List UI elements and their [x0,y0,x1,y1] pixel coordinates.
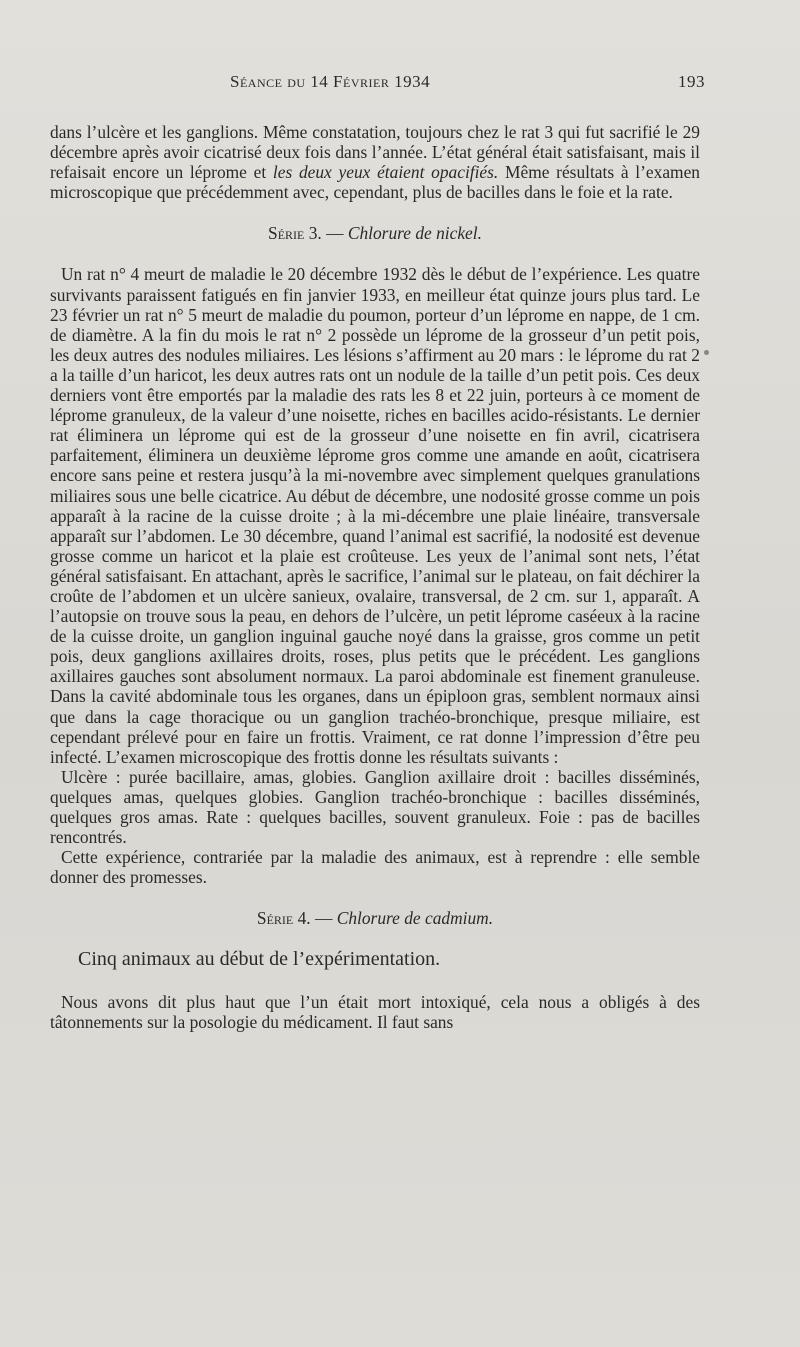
series-4-label: Série 4. [256,908,311,929]
section-heading: Cinq animaux au début de l’expérimentation. [78,948,441,971]
page-number: 193 [678,72,705,91]
paragraph-series-4: Nous avons dit plus haut que l’un était mort intoxiqué, cela nous a obligés à des tâtonnements sur la posologie du médicament. Il faut sans [50,991,700,1032]
header-title: Séance du 14 Février 1934 [230,72,431,91]
paragraph-conclusion: Cette expérience, contrariée par la maladie des animaux, est à reprendre : elle semble donner des promesses. [50,847,700,888]
italic-phrase: les deux yeux étaient opacifiés. [272,162,499,183]
paragraph-series-3: Un rat n° 4 meurt de maladie le 20 décembre 1932 dès le début de l’expérience. Les quatre survivants paraissent fatigués en fin janvier 1933, en meilleur état quinze jours plus tard. Le 23 février un rat n° 5 meurt de maladie du poumon, porteur d’un léprome en nappe, de 1 cm. de diamètre. A la fin du mois le rat n° 2 possède un léprome de la grosseur d’un petit pois, les deux autres des nodules miliaires. Les lésions s’affirment au 20 mars : le léprome du rat 2 a la taille d’un haricot, les deux autres rats ont un nodule de la taille d’un petit pois. Ces deux derniers vont être emportés par la maladie des rats les 8 et 22 juin, porteurs à ce moment de léprome granuleux, de la valeur d’une noisette, riches en bacilles acido-résistants. Le dernier rat éliminera un léprome qui est de la grosseur d’une noisette en fin avril, cicatrisera parfaitement, éliminera un deuxième léprome gros comme une amande en août, cicatrisera encore sans peine et restera jusqu’à la mi-novembre avec simplement quelques granulations miliaires sous une belle cicatrice. Au début de décembre, une nodosité grosse comme un pois apparaît à la racine de la cuisse droite ; à la mi-décembre une plaie linéaire, transversale apparaît sur l’abdomen. Le 30 décembre, quand l’animal est sacrifié, la nodosité est devenue grosse comme un haricot et la plaie est croûteuse. Les yeux de l’animal sont nets, l’état général satisfaisant. En attachant, après le sacrifice, l’animal sur le plateau, on fait déchirer la croûte de l’abdomen et un ulcère sanieux, ovalaire, transversal, de 2 cm. sur 1, apparaît. A l’autopsie on trouve sous la peau, en dehors de l’ulcère, un petit léprome caséeux à la racine de la cuisse droite, un ganglion inguinal gauche noyé dans la graisse, gros comme un petit pois, deux ganglions axillaires droits, roses, plus petits que le précédent. Les ganglions axillaires gauches sont absolument normaux. La paroi abdominale est finement granuleuse. Dans la cavité abdominale tous les organes, dans un épiploon gras, semblent normaux ainsi que dans la cage thoracique ou un ganglion trachéo-bronchique, presque miliaire, est cependant prélevé pour en faire un frottis. Vraiment, ce rat donne l’impression d’être peu infecté. L’examen microscopique des frottis donne les résultats suivants : [50,264,700,767]
series-3-label: Série 3. [268,223,322,244]
series-3-heading: Série 3. — Chlorure de nickel. [268,223,482,244]
series-4-heading: Série 4. — Chlorure de cadmium. [256,908,494,929]
paragraph-continued: dans l’ulcère et les ganglions. Même constatation, toujours chez le rat 3 qui fut sacrifié le 29 décembre après avoir cicatrisé deux fois dans l’année. L’état général était satisfaisant, mais il refaisait encore un léprome et les deux yeux étaient opacifiés. Même résultats à l’examen microscopique que précédemment avec, cependant, plus de bacilles dans le foie et la rate. [50,122,700,203]
print-speck [704,350,709,355]
series-3-subject: Chlorure de nickel. [347,223,482,244]
series-4-subject: Chlorure de cadmium. [336,908,494,929]
paragraph-results: Ulcère : purée bacillaire, amas, globies. Ganglion axillaire droit : bacilles disséminés, quelques amas, quelques globies. Ganglion trachéo-bronchique : bacilles disséminés, quelques gros amas. Rate : quelques bacilles, souvent granuleux. Foie : pas de bacilles rencontrés. [50,766,700,848]
body-text [50,122,700,1032]
